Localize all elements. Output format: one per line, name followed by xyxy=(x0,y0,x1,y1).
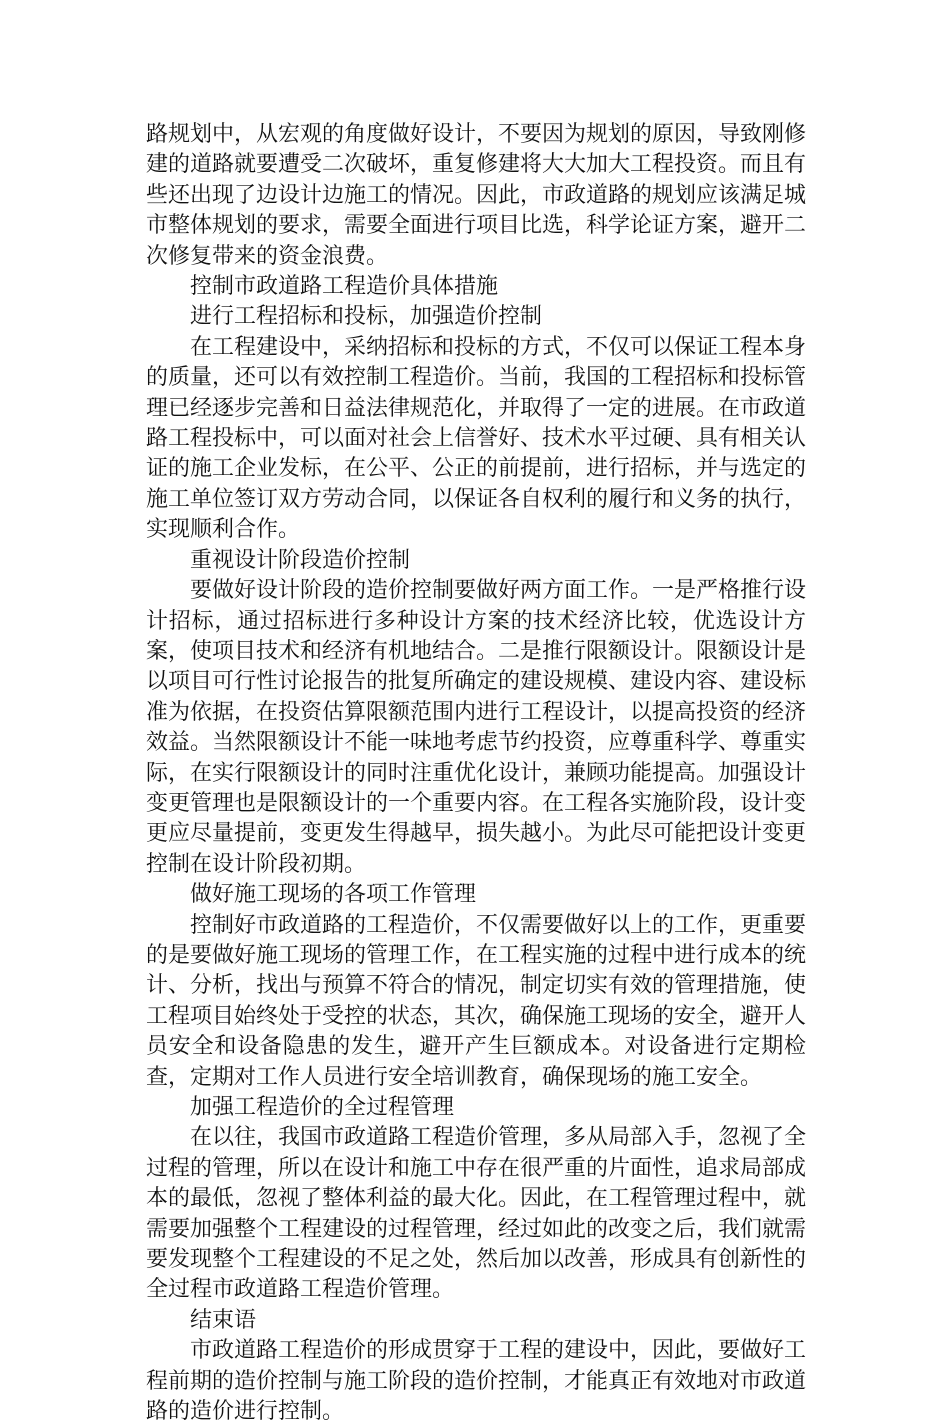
subsection-heading: 做好施工现场的各项工作管理 xyxy=(190,882,477,908)
subsection-heading: 重视设计阶段造价控制 xyxy=(190,547,411,573)
body-paragraph: 控制好市政道路的工程造价，不仅需要做好以上的工作，更重要的是要做好施工现场的管理工作，在工程实施的过程中进行成本的统计、分析，找出与预算不符合的情况，制定切实有效的管理措施，使工程项目始终处于受控的状态，其次，确保施工现场的安全，避开人员安全和设备隐患的发生，避开产生巨额成本。对设备进行定期检查，定期对工作人员进行安全培训教育，确保现场的施工安全。 xyxy=(146,912,807,1090)
body-paragraph: 要做好设计阶段的造价控制要做好两方面工作。一是严格推行设计招标，通过招标进行多种设计方案的技术经济比较，优选设计方案，使项目技术和经济有机地结合。二是推行限额设计。限额设计是以项目可行性讨论报告的批复所确定的建设规模、建设内容、建设标准为依据，在投资估算限额范围内进行工程设计，以提高投资的经济效益。当然限额设计不能一味地考虑节约投资，应尊重科学、尊重实际，在实行限额设计的同时注重优化设计，兼顾功能提高。加强设计变更管理也是限额设计的一个重要内容。在工程各实施阶段，设计变更应尽量提前，变更发生得越早，损失越小。为此尽可能把设计变更控制在设计阶段初期。 xyxy=(146,578,807,877)
subsection-heading: 加强工程造价的全过程管理 xyxy=(190,1095,455,1120)
body-paragraph: 路规划中，从宏观的角度做好设计，不要因为规划的原因，导致刚修建的道路就要遭受二次破坏，重复修建将大大加大工程投资。而且有些还出现了边设计边施工的情况。因此，市政道路的规划应该满足城市整体规划的要求，需要全面进行项目比选，科学论证方案，避开二次修复带来的资金浪费。 xyxy=(146,122,807,269)
body-paragraph: 在工程建设中，采纳招标和投标的方式，不仅可以保证工程本身的质量，还可以有效控制工程造价。当前，我国的工程招标和投标管理已经逐步完善和日益法律规范化，并取得了一定的进展。在市政道路工程投标中，可以面对社会上信誉好、技术水平过硬、具有相关认证的施工企业发标，在公平、公正的前提前，进行招标，并与选定的施工单位签订双方劳动合同，以保证各自权利的履行和义务的执行，实现顺利合作。 xyxy=(146,334,807,543)
conclusion-heading: 结束语 xyxy=(190,1307,257,1333)
body-paragraph: 市政道路工程造价的形成贯穿于工程的建设中，因此，要做好工程前期的造价控制与施工阶段的造价控制，才能真正有效地对市政道路的造价进行控制。 xyxy=(146,1338,807,1425)
body-paragraph: 在以往，我国市政道路工程造价管理，多从局部入手，忽视了全过程的管理，所以在设计和施工中存在很严重的片面性，追求局部成本的最低，忽视了整体利益的最大化。因此，在工程管理过程中，就需要加强整个工程建设的过程管理，经过如此的改变之后，我们就需要发现整个工程建设的不足之处，然后加以改善，形成具有创新性的全过程市政道路工程造价管理。 xyxy=(146,1125,807,1303)
section-heading: 控制市政道路工程造价具体措施 xyxy=(190,274,499,300)
document-page xyxy=(146,120,806,1427)
subsection-heading: 进行工程招标和投标，加强造价控制 xyxy=(190,304,543,330)
